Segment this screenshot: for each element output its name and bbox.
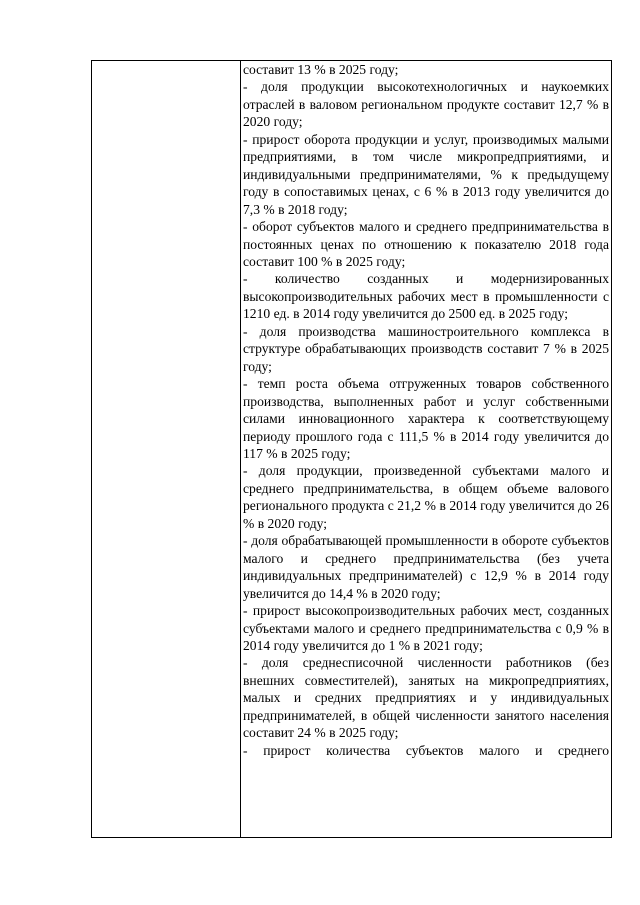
right-column-cell — [241, 61, 612, 838]
paragraph: - доля обрабатывающей промышленности в обороте субъектов малого и среднего предпринимательства (без учета индивидуальных предпринимателей) с 12,9 % в 2014 году увеличится до 14,4 % в 2020 году; — [243, 533, 609, 601]
paragraph: - количество созданных и модернизированных высокопроизводительных рабочих мест в промышленности с 1210 ед. в 2014 году увеличится до 2500 ед. в 2025 году; — [243, 271, 609, 322]
paragraph: - прирост количества субъектов малого и среднего — [243, 742, 609, 758]
paragraph: - доля производства машиностроительного комплекса в структуре обрабатывающих производств составит 7 % в 2025 году; — [243, 323, 609, 374]
paragraph: - прирост высокопроизводительных рабочих мест, созданных субъектами малого и среднего предпринимательства с 0,9 % в 2014 году увеличится до 1 % в 2021 году; — [243, 603, 609, 653]
paragraph: - темп роста объема отгруженных товаров собственного производства, выполненных работ и услуг собственными силами инновационного характера к соответствующему периоду прошлого года с 111,5 % в 2014 году увеличится до 117 % в 2025 году; — [243, 376, 609, 461]
paragraph: - доля среднесписочной численности работников (без внешних совместителей), занятых на микропредприятиях, малых и средних предприятиях и у индивидуальных предпринимателей, в общей численности занятого населения составит 24 % в 2025 году; — [243, 655, 609, 741]
paragraph: - прирост оборота продукции и услуг, производимых малыми предприятиями, в том числе микропредприятиями, и индивидуальными предпринимателями, % к предыдущему году в сопоставимых ценах, с 6 % в 2013 году увеличится до 7,3 % в 2018 году; — [243, 131, 609, 217]
left-column-cell — [92, 61, 241, 838]
content-table — [91, 60, 612, 838]
paragraph: - доля продукции, произведенной субъектами малого и среднего предпринимательства, в общем объеме валового регионального продукта с 21,2 % в 2014 году увеличится до 26 % в 2020 году; — [243, 463, 609, 531]
table-row — [92, 61, 612, 838]
cell-text — [241, 61, 611, 759]
paragraph: - доля продукции высокотехнологичных и наукоемких отраслей в валовом региональном продукте составит 12,7 % в 2020 году; — [243, 79, 609, 130]
paragraph: составит 13 % в 2025 году; — [243, 62, 399, 77]
paragraph: - оборот субъектов малого и среднего предпринимательства в постоянных ценах по отношению к показателю 2018 года составит 100 % в 2025 году; — [243, 219, 609, 269]
